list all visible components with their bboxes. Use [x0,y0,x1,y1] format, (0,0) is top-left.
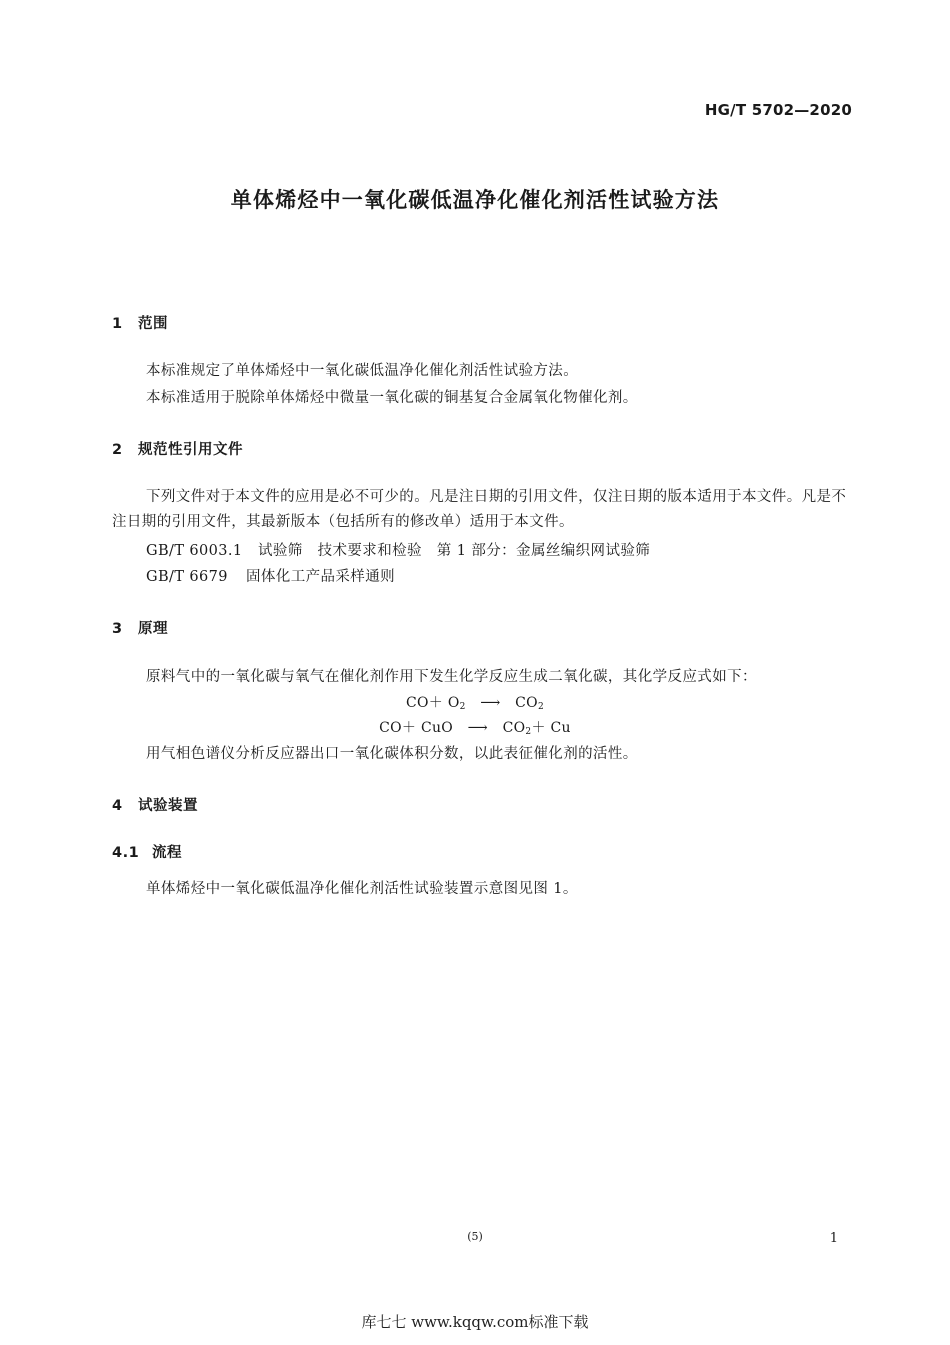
section-number: 3 [112,621,123,637]
section-title: 试验装置 [138,798,198,814]
page-mark: (5) [467,1230,483,1243]
reaction-equation-1 [0,692,950,712]
section-3-paragraph-1: 原料气中的一氧化碳与氧气在催化剂作用下发生化学反应生成二氧化碳，其化学反应式如下： [146,669,757,685]
equation-left: CO＋ O [405,695,460,711]
section-title: 规范性引用文件 [138,442,243,458]
reaction-equation-2 [0,717,950,737]
reaction-arrow-icon: ⟶ [467,720,489,736]
section-4-heading [112,794,198,815]
subscript: 2 [459,702,466,712]
reference-item [146,539,650,560]
intro-text: 下列文件对于本文件的应用是必不可少的。凡是注日期的引用文件，仅注日期的版本适用于本文件。凡是不注日期的引用文件，其最新版本（包括所有的修改单）适用于本文件。 [112,489,847,530]
section-1-paragraph-1: 本标准规定了单体烯烃中一氧化碳低温净化催化剂活性试验方法。 [146,363,579,379]
subscript: 2 [537,702,544,712]
document-title: 单体烯烃中一氧化碳低温净化催化剂活性试验方法 [230,188,720,212]
section-title: 原理 [138,621,168,637]
equation-right: CO [502,720,526,736]
reference-item [146,565,395,586]
document-code: HG/T 5702—2020 [704,101,852,119]
subsection-4-1-heading [112,841,182,862]
section-number: 4 [112,798,123,814]
page-number: 1 [829,1231,838,1246]
watermark: 库七七 www.kqqw.com标准下载 [361,1313,589,1331]
section-1-paragraph-2: 本标准适用于脱除单体烯烃中微量一氧化碳的铜基复合金属氧化物催化剂。 [146,390,638,406]
subsection-4-1-paragraph: 单体烯烃中一氧化碳低温净化催化剂活性试验装置示意图见图 1。 [146,881,578,897]
reaction-arrow-icon: ⟶ [480,695,501,711]
section-3-paragraph-2: 用气相色谱仪分析反应器出口一氧化碳体积分数，以此表征催化剂的活性。 [146,746,638,762]
equation-left: CO＋ CuO [379,720,454,736]
subsection-title: 流程 [152,845,182,861]
subscript: 2 [525,727,532,737]
subsection-number: 4.1 [112,845,140,861]
reference-code: GB/T 6003.1 [146,543,243,559]
reference-title: 固体化工产品采样通则 [246,569,395,585]
section-3-heading [112,617,168,638]
section-2-heading [112,438,243,459]
equation-tail: ＋ Cu [531,720,571,736]
equation-right: CO [515,695,538,711]
section-2-intro [112,485,852,535]
reference-code: GB/T 6679 [146,569,228,585]
section-title: 范围 [138,316,168,332]
reference-title: 试验筛 技术要求和检验 第 1 部分：金属丝编织网试验筛 [258,543,651,559]
section-number: 1 [112,316,123,332]
section-1-heading [112,312,168,333]
section-number: 2 [112,442,123,458]
